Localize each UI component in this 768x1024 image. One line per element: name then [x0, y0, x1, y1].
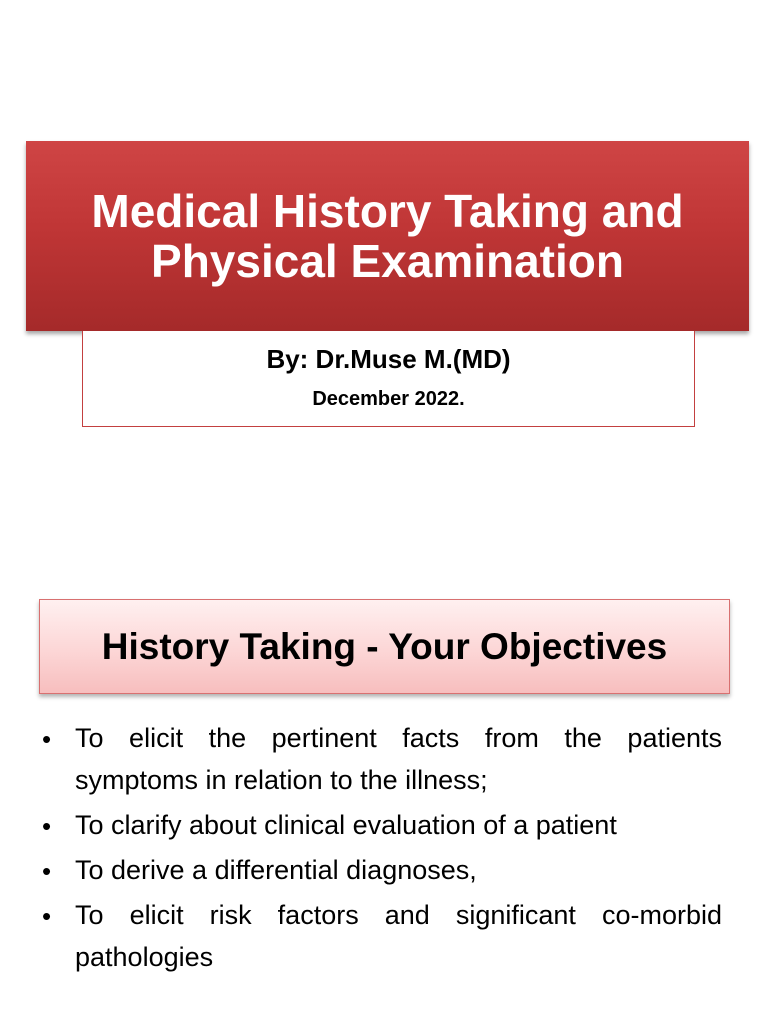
bullet-text: To elicit the pertinent facts from the patients symptoms in relation to the illness;	[75, 723, 722, 795]
slide1-author: By: Dr.Muse M.(MD)	[266, 344, 511, 374]
bullet-icon: •	[42, 724, 52, 754]
slide1-title-banner	[26, 141, 749, 331]
slide1-subtitle-box	[82, 331, 695, 427]
objectives-list	[40, 717, 722, 981]
list-item	[40, 717, 722, 801]
slide1-date: December 2022.	[312, 388, 465, 410]
slide2-title-banner	[39, 599, 730, 694]
slide1-title-line2: Physical Examination	[151, 235, 624, 287]
bullet-icon: •	[42, 811, 52, 841]
slide2-title: History Taking - Your Objectives	[101, 625, 668, 667]
bullet-icon: •	[42, 856, 52, 886]
list-item	[40, 894, 722, 978]
bullet-text: To elicit risk factors and significant co-morbid pathologies	[75, 900, 722, 972]
bullet-text: To derive a differential diagnoses,	[75, 855, 477, 885]
slide1-title-line1: Medical History Taking and	[91, 185, 684, 237]
list-item	[40, 804, 722, 846]
list-item	[40, 849, 722, 891]
bullet-text: To clarify about clinical evaluation of a patient	[75, 810, 617, 840]
bullet-icon: •	[42, 901, 52, 931]
